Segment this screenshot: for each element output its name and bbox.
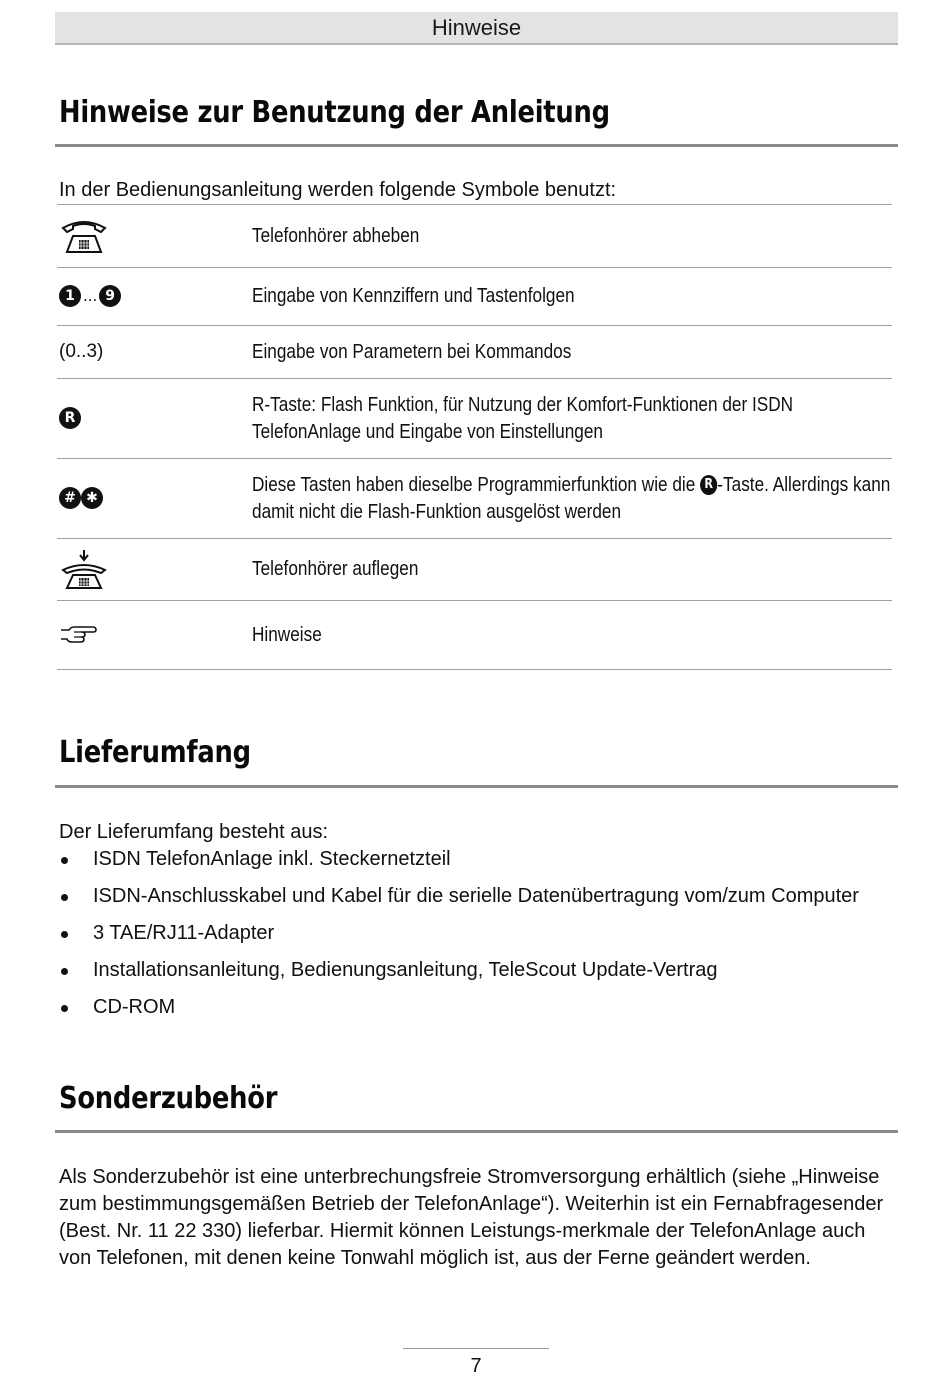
symbol-row	[57, 205, 892, 268]
accessories-paragraph: Als Sonderzubehör ist eine unterbrechungsfreie Stromversorgung erhältlich (siehe „Hinweise zum bestimmungsgemäßen Betrieb der TelefonAnlage“). Weiterhin ist ein Fernabfragesender (Best. Nr. 11 22 330) lieferbar. Hiermit können Leistungs-merkmale der TelefonAnlage auch von Telefonen, mit denen keine Tonwahl möglich ist, aus der Ferne geändert werden.	[59, 1166, 884, 1269]
symbols-intro: In der Bedienungsanleitung werden folgende Symbole benutzt:	[59, 179, 617, 201]
footer-divider	[403, 1348, 549, 1349]
symbol-row	[57, 379, 892, 459]
list-item: ISDN-Anschlusskabel und Kabel für die serielle Datenübertragung vom/zum Computer	[59, 883, 889, 910]
delivery-intro: Der Lieferumfang besteht aus:	[59, 821, 329, 843]
symbol-row	[57, 326, 892, 379]
parameter-symbol: (0..3)	[57, 326, 252, 379]
symbol-row	[57, 459, 892, 539]
ellipsis: ...	[83, 286, 98, 306]
symbols-table	[57, 204, 892, 670]
list-item: ISDN TelefonAnlage inkl. Steckernetzteil	[59, 846, 889, 873]
r-key-icon: R	[700, 475, 717, 495]
list-item: 3 TAE/RJ11-Adapter	[59, 920, 889, 947]
symbol-description: Telefonhörer auflegen	[252, 558, 419, 580]
symbol-row	[57, 601, 892, 670]
section-divider	[55, 144, 898, 147]
section-heading-sonderzubehoer: Sonderzubehör	[59, 1081, 278, 1116]
symbol-description: Eingabe von Kennziffern und Tastenfolgen	[252, 285, 575, 307]
section-divider	[55, 785, 898, 788]
running-header: Hinweise	[55, 12, 898, 45]
list-item: Installationsanleitung, Bedienungsanleitung, TeleScout Update-Vertrag	[59, 957, 889, 984]
section-divider	[55, 1130, 898, 1133]
list-item: CD-ROM	[59, 994, 889, 1021]
symbol-description: Eingabe von Parametern bei Kommandos	[252, 340, 572, 363]
symbol-row	[57, 539, 892, 601]
key-1-icon: 1	[59, 285, 81, 307]
hash-key-icon: #	[59, 487, 81, 509]
r-key-icon: R	[59, 407, 81, 429]
symbol-description: R-Taste: Flash Funktion, für Nutzung der Komfort-Funktionen der ISDN TelefonAnlage und Eingabe von Einstellungen	[252, 393, 794, 443]
section-heading-lieferumfang: Lieferumfang	[59, 735, 251, 770]
symbol-description: Hinweise	[252, 623, 322, 646]
page-number: 7	[470, 1355, 482, 1377]
symbol-description: Telefonhörer abheben	[252, 224, 420, 247]
pointing-hand-icon	[59, 624, 97, 646]
symbol-row	[57, 268, 892, 326]
delivery-list	[59, 846, 889, 1031]
phone-off-hook-icon	[59, 218, 109, 254]
symbol-description: Diese Tasten haben dieselbe Programmierfunktion wie die R -Taste. Allerdings kann damit nicht die Flash-Funktion ausgelöst werden	[252, 473, 891, 523]
phone-hang-up-icon	[59, 550, 109, 590]
key-9-icon: 9	[99, 285, 121, 307]
star-key-icon: ✱	[81, 487, 103, 509]
section-heading-hinweise: Hinweise zur Benutzung der Anleitung	[59, 95, 610, 130]
